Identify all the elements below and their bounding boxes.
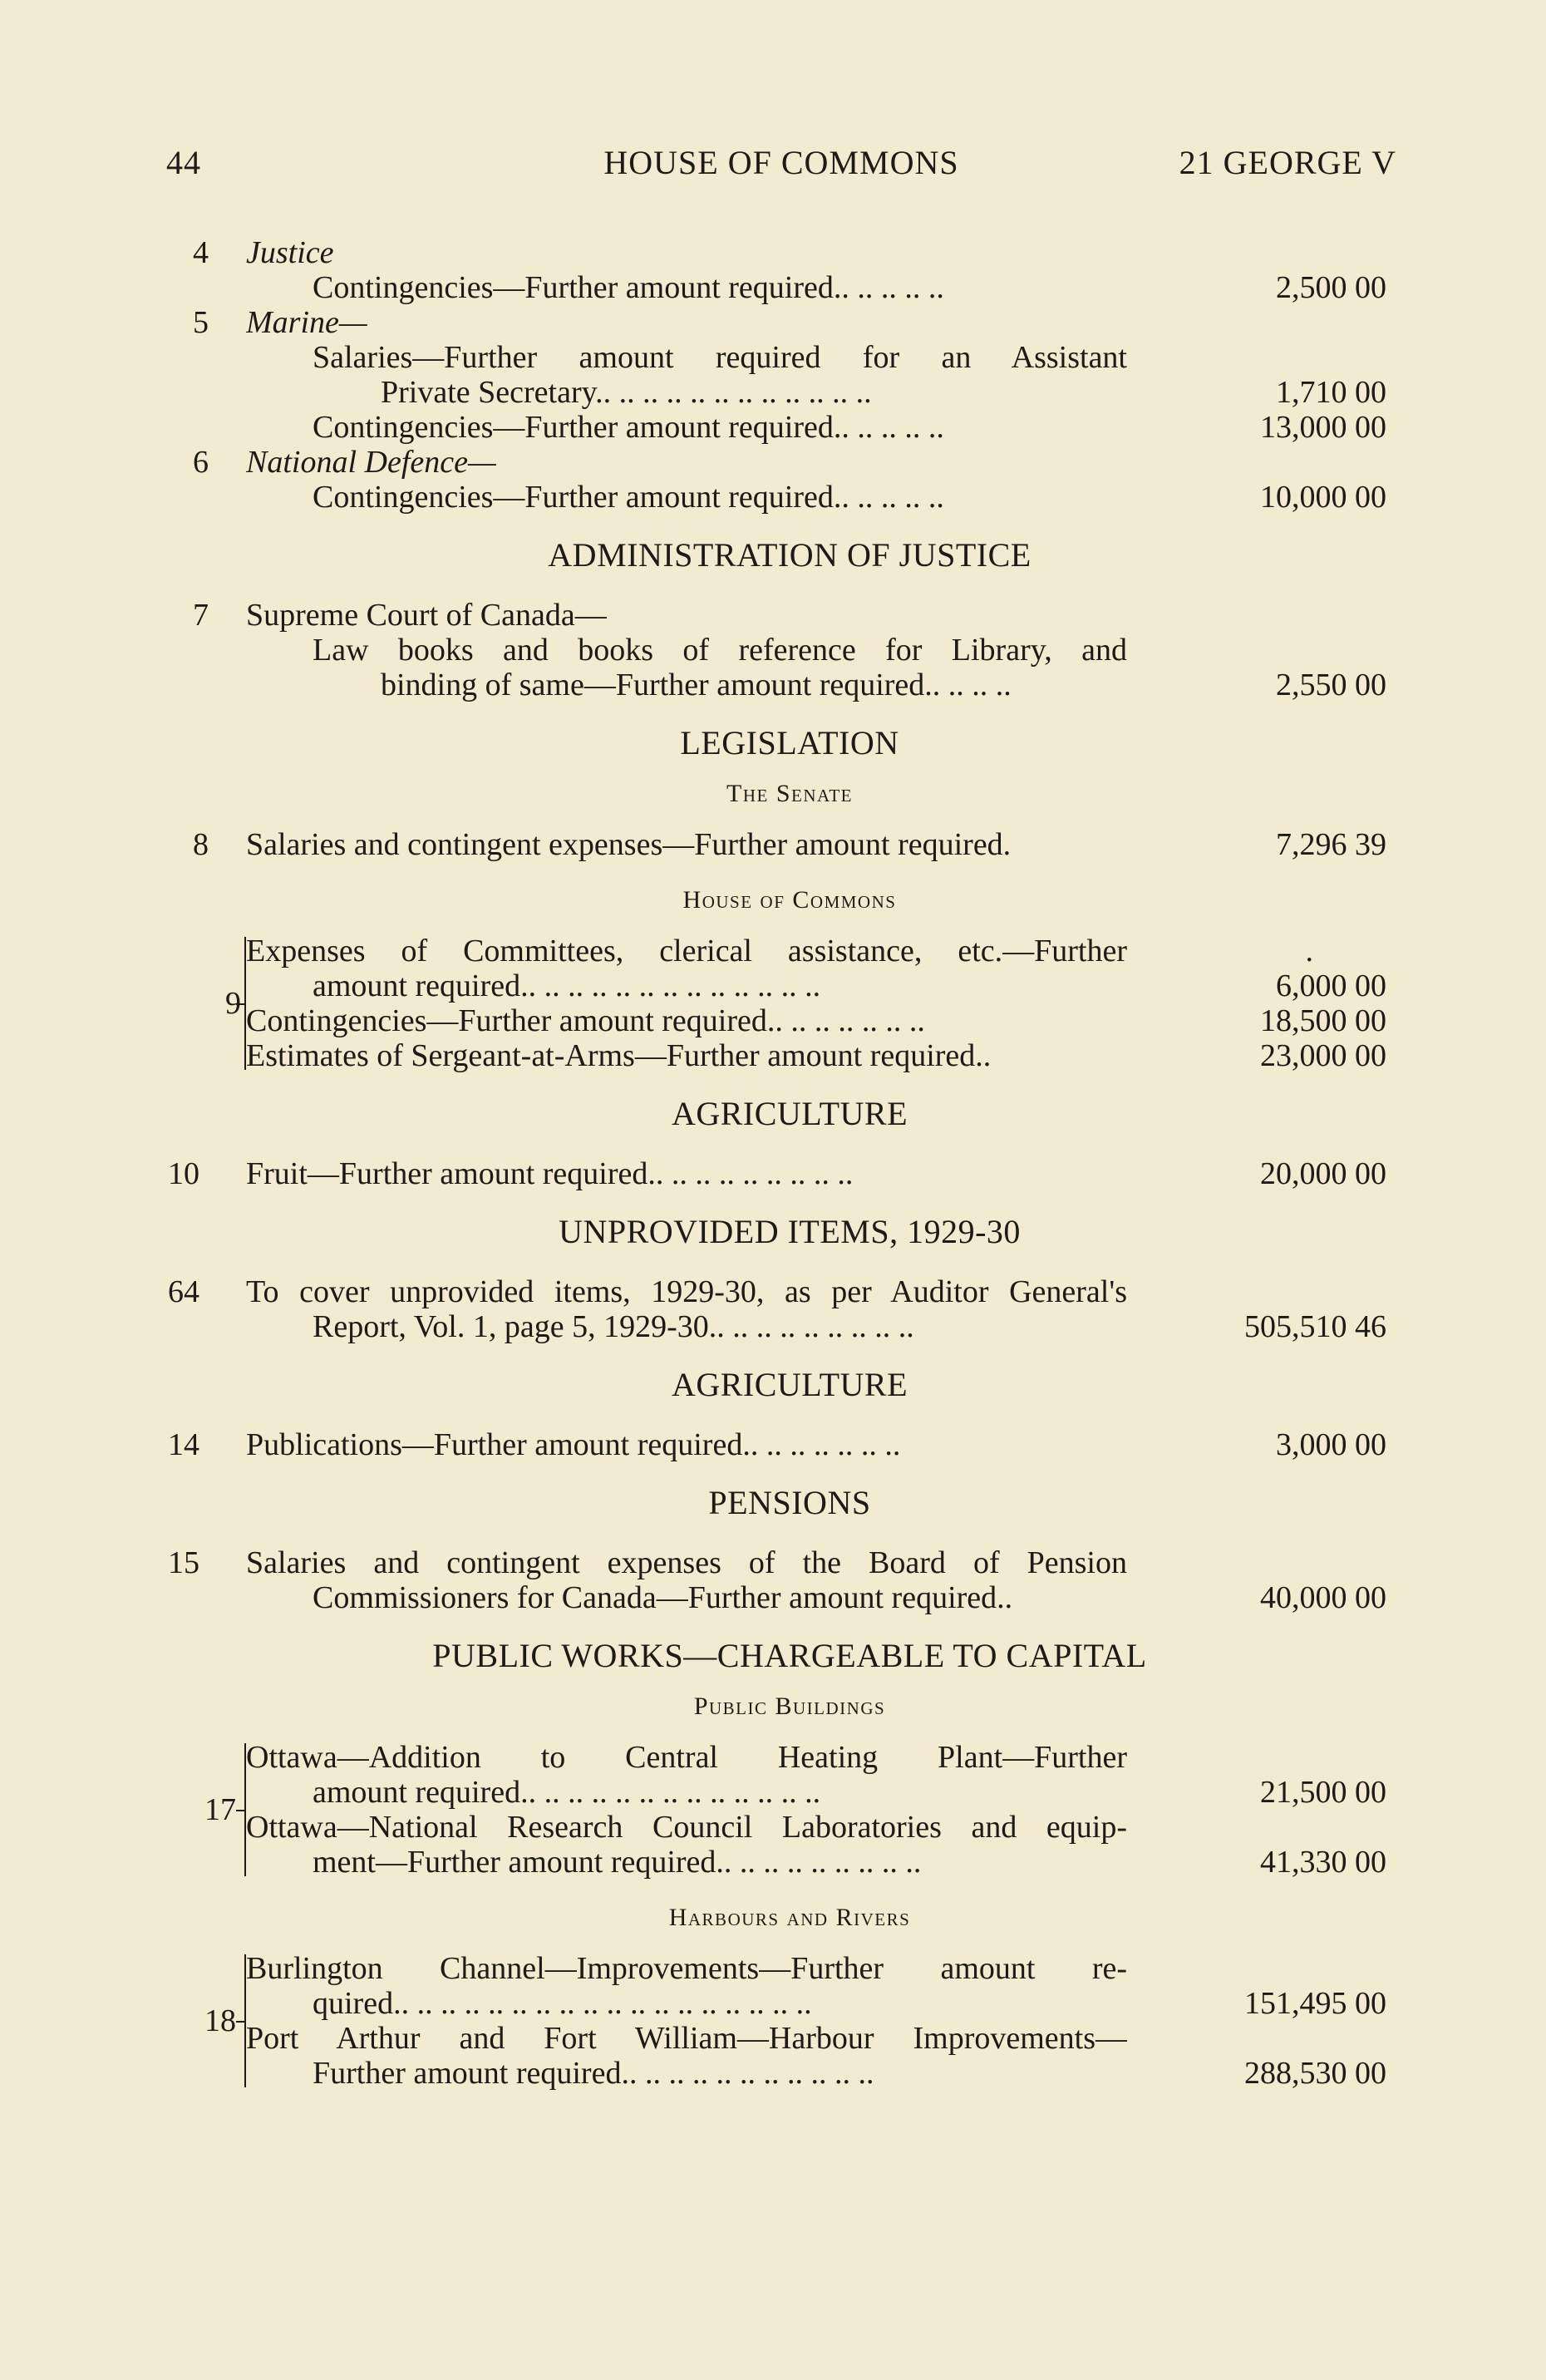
item-row (193, 270, 1386, 305)
item-description: ment—Further amount required.. .. .. .. .. .. .. .. .. (313, 1845, 922, 1880)
item-number: 8 (193, 827, 209, 862)
item-mark: . (1305, 934, 1313, 968)
item-description: Contingencies—Further amount required.. .. .. .. .. (313, 480, 944, 515)
item-number: 4 (193, 235, 209, 270)
section-heading: AGRICULTURE (671, 1366, 908, 1403)
item-number: 6 (193, 445, 209, 480)
item-description: amount required.. .. .. .. .. .. .. .. .. .. .. .. .. (313, 968, 821, 1003)
item-description: Supreme Court of Canada— (246, 598, 607, 633)
item-group (193, 934, 1386, 1073)
item-amount: 41,330 00 (1260, 1845, 1386, 1880)
item-row (193, 1309, 1386, 1344)
item-row (193, 827, 1386, 862)
item-row (168, 1274, 1386, 1309)
section-heading: PENSIONS (708, 1484, 871, 1521)
item-number: 14 (168, 1427, 199, 1462)
department-name: Justice (246, 235, 334, 270)
item-row (193, 445, 1386, 480)
item-amount: 2,500 00 (1276, 270, 1386, 305)
item-number: 64 (168, 1274, 199, 1309)
item-amount: 151,495 00 (1244, 1986, 1386, 2021)
item-row (193, 1810, 1386, 1845)
item-row (193, 934, 1386, 968)
section-heading: LEGISLATION (680, 724, 899, 761)
item-description: Port Arthur and Fort William—Harbour Improvements— (246, 2021, 1127, 2056)
item-number: 10 (168, 1156, 199, 1191)
item-row (193, 598, 1386, 633)
item-row (193, 1775, 1386, 1810)
item-row (168, 1427, 1386, 1462)
item-amount: 288,530 00 (1244, 2056, 1386, 2091)
item-row (193, 375, 1386, 410)
item-number: 7 (193, 598, 209, 633)
item-row (168, 1545, 1386, 1580)
item-group (193, 1951, 1386, 2091)
department-name: National Defence— (246, 445, 496, 480)
subsection-heading: House of Commons (682, 886, 897, 914)
item-description: Fruit—Further amount required.. .. .. .. .. .. .. .. .. (246, 1156, 854, 1191)
item-row (193, 1986, 1386, 2021)
item-description: quired.. .. .. .. .. .. .. .. .. .. .. .. .. .. .. .. .. .. (313, 1986, 812, 2021)
subsection-heading: The Senate (726, 780, 853, 807)
item-row (193, 1740, 1386, 1775)
estimates-list (168, 235, 1386, 2091)
page-number: 44 (166, 144, 201, 181)
item-description: Salaries—Further amount required for an Assistant (313, 340, 1127, 375)
item-row (193, 668, 1386, 702)
item-group (193, 1740, 1386, 1880)
running-title: HOUSE OF COMMONS (603, 144, 959, 181)
item-description: Report, Vol. 1, page 5, 1929-30.. .. .. .. .. .. .. .. .. (313, 1309, 914, 1344)
item-row (193, 2021, 1386, 2056)
item-amount: 20,000 00 (1260, 1156, 1386, 1191)
section-heading: ADMINISTRATION OF JUSTICE (548, 536, 1031, 574)
department-name: Marine— (246, 305, 367, 340)
item-description: Salaries and contingent expenses—Further amount required. (246, 827, 1012, 862)
item-description: Contingencies—Further amount required.. .. .. .. .. (313, 270, 944, 305)
item-description: Contingencies—Further amount required.. .. .. .. .. .. .. (246, 1003, 925, 1038)
item-description: To cover unprovided items, 1929-30, as per Auditor General's (246, 1274, 1127, 1309)
item-amount: 2,550 00 (1276, 668, 1386, 702)
item-row (193, 1038, 1386, 1073)
item-description: Burlington Channel—Improvements—Further amount re- (246, 1951, 1127, 1986)
item-row (193, 410, 1386, 445)
item-row (193, 305, 1386, 340)
item-number: 5 (193, 305, 209, 340)
item-row (193, 2056, 1386, 2091)
item-amount: 10,000 00 (1260, 480, 1386, 515)
item-row (193, 1003, 1386, 1038)
item-description: Estimates of Sergeant-at-Arms—Further amount required.. (246, 1038, 992, 1073)
item-number: 15 (168, 1545, 199, 1580)
page-header (166, 143, 1396, 190)
item-description: Ottawa—Addition to Central Heating Plant—Further (246, 1740, 1127, 1775)
item-description: amount required.. .. .. .. .. .. .. .. .. .. .. .. .. (313, 1775, 821, 1810)
item-description: Ottawa—National Research Council Laboratories and equip- (246, 1810, 1127, 1845)
item-amount: 505,510 46 (1244, 1309, 1386, 1344)
item-amount: 40,000 00 (1260, 1580, 1386, 1615)
item-row (193, 1845, 1386, 1880)
subsection-heading: Harbours and Rivers (668, 1904, 911, 1931)
section-heading: UNPROVIDED ITEMS, 1929-30 (559, 1213, 1021, 1250)
item-number: 17 (204, 1792, 236, 1827)
item-row (193, 633, 1386, 668)
item-row (193, 480, 1386, 515)
item-description: Expenses of Committees, clerical assistance, etc.—Further (246, 934, 1127, 968)
regnal-year: 21 GEORGE V (1179, 144, 1396, 181)
item-amount: 1,710 00 (1276, 375, 1386, 410)
item-amount: 13,000 00 (1260, 410, 1386, 445)
item-description: Private Secretary.. .. .. .. .. .. .. .. .. .. .. .. (381, 375, 872, 410)
item-row (193, 968, 1386, 1003)
item-amount: 18,500 00 (1260, 1003, 1386, 1038)
item-row (193, 1951, 1386, 1986)
item-row (193, 340, 1386, 375)
item-row (193, 235, 1386, 270)
subsection-heading: Public Buildings (693, 1693, 886, 1720)
item-row (168, 1156, 1386, 1191)
item-amount: 21,500 00 (1260, 1775, 1386, 1810)
section-heading: AGRICULTURE (671, 1095, 908, 1132)
item-description: Further amount required.. .. .. .. .. .. .. .. .. .. .. (313, 2056, 874, 2091)
item-amount: 23,000 00 (1260, 1038, 1386, 1073)
item-description: Commissioners for Canada—Further amount required.. (313, 1580, 1013, 1615)
item-row (193, 1580, 1386, 1615)
item-amount: 6,000 00 (1276, 968, 1386, 1003)
item-number: 18 (204, 2003, 236, 2038)
section-heading: PUBLIC WORKS—CHARGEABLE TO CAPITAL (432, 1637, 1147, 1674)
item-description: Law books and books of reference for Library, and (313, 633, 1127, 668)
item-description: Salaries and contingent expenses of the Board of Pension (246, 1545, 1127, 1580)
item-description: Contingencies—Further amount required.. .. .. .. .. (313, 410, 944, 445)
item-description: binding of same—Further amount required.. .. .. .. (381, 668, 1012, 702)
item-description: Publications—Further amount required.. .. .. .. .. .. .. (246, 1427, 901, 1462)
item-amount: 7,296 39 (1276, 827, 1386, 862)
item-number: 9 (225, 986, 241, 1021)
item-amount: 3,000 00 (1276, 1427, 1386, 1462)
